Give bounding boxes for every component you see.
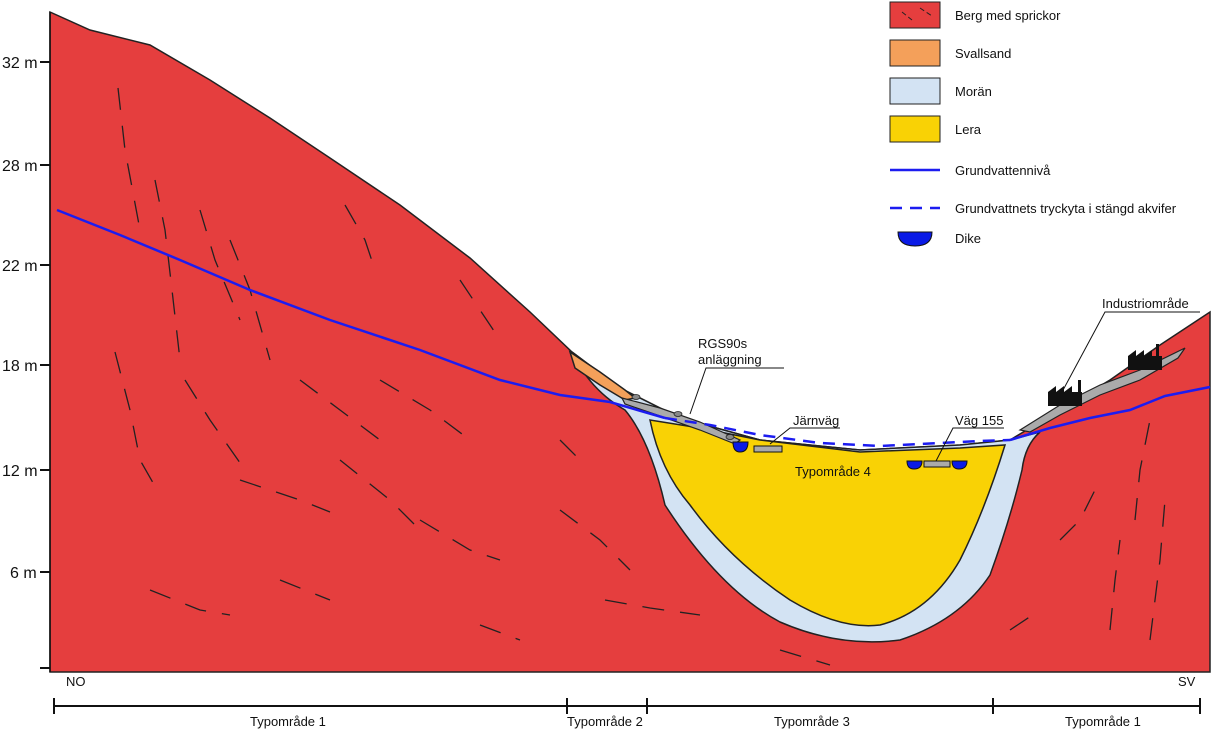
ditch-icon bbox=[907, 461, 922, 469]
railway-label: Järnväg bbox=[793, 413, 840, 428]
zone-label: Typområde 3 bbox=[774, 714, 850, 729]
direction-left-label: NO bbox=[66, 674, 86, 689]
legend-swatch-moran bbox=[890, 78, 940, 104]
zone-label: Typområde 1 bbox=[250, 714, 326, 729]
leader-rgs bbox=[690, 368, 784, 414]
legend-ditch-icon bbox=[898, 232, 932, 246]
legend-label: Grundvattnets tryckyta i stängd akvifer bbox=[955, 201, 1177, 216]
stone-icon bbox=[674, 412, 682, 417]
y-tick-label: 18 m bbox=[2, 358, 38, 375]
type4-label: Typområde 4 bbox=[795, 464, 871, 479]
factory-icon bbox=[1048, 380, 1082, 406]
rgs-label-2: anläggning bbox=[698, 352, 762, 367]
legend-label: Dike bbox=[955, 231, 982, 246]
ditch-icon bbox=[952, 461, 967, 469]
rgs-label: RGS90s bbox=[698, 336, 748, 351]
legend-label: Morän bbox=[955, 84, 992, 99]
stone-icon bbox=[632, 395, 640, 400]
direction-right-label: SV bbox=[1178, 674, 1196, 689]
y-axis-ticks bbox=[40, 62, 50, 668]
y-tick-label: 6 m bbox=[10, 565, 37, 582]
ditch-icon bbox=[733, 442, 748, 452]
legend-swatch-rock bbox=[890, 2, 940, 28]
industry-label: Industriområde bbox=[1102, 296, 1189, 311]
road-label: Väg 155 bbox=[955, 413, 1004, 428]
zone-label: Typområde 2 bbox=[567, 714, 643, 729]
y-tick-label: 12 m bbox=[2, 463, 38, 480]
legend-label: Lera bbox=[955, 122, 982, 137]
legend-label: Berg med sprickor bbox=[955, 8, 1061, 23]
factory-icon bbox=[1128, 344, 1162, 370]
legend bbox=[890, 2, 1177, 246]
y-tick-label: 22 m bbox=[2, 258, 38, 275]
road-embankment bbox=[924, 461, 950, 467]
zone-label: Typområde 1 bbox=[1065, 714, 1141, 729]
bedrock bbox=[50, 12, 1210, 672]
zone-bar bbox=[54, 698, 1200, 714]
y-tick-label: 32 m bbox=[2, 55, 38, 72]
legend-swatch-lera bbox=[890, 116, 940, 142]
legend-label: Svallsand bbox=[955, 46, 1012, 61]
y-tick-label: 28 m bbox=[2, 158, 38, 175]
stone-icon bbox=[726, 435, 734, 440]
legend-swatch-svallsand bbox=[890, 40, 940, 66]
railway-embankment bbox=[754, 446, 782, 452]
legend-label: Grundvattennivå bbox=[955, 163, 1051, 178]
